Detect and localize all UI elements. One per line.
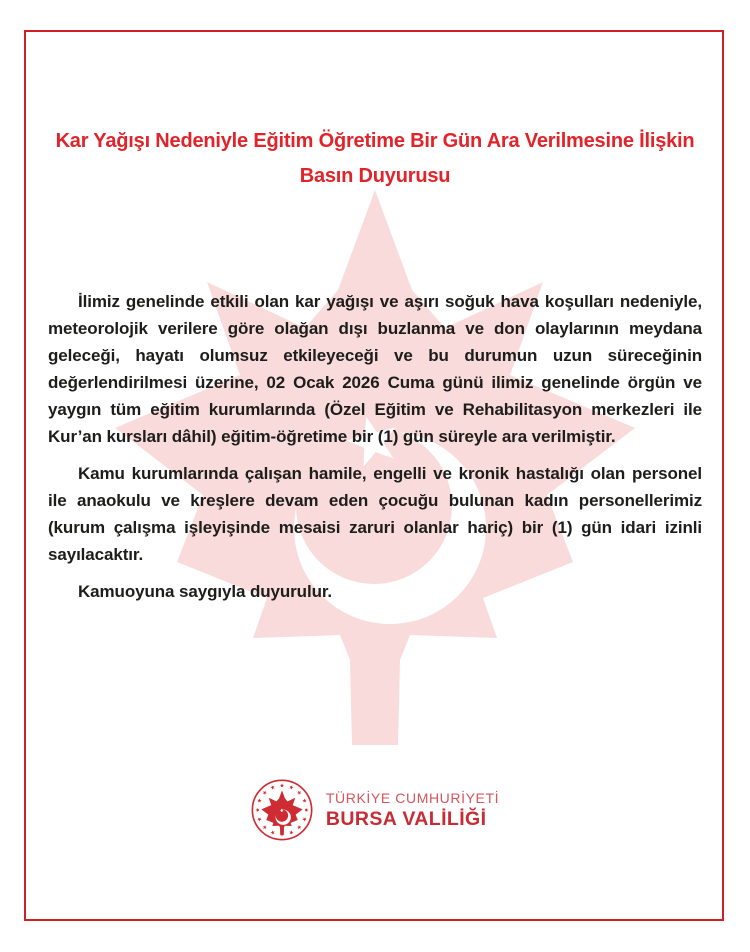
paragraph-2: Kamu kurumlarında çalışan hamile, engelli ve kronik hastalığı olan personel ile anaokulu ve kreşlere devam eden çocuğu bulunan kadın personellerimiz (kurum çalışma işleyişinde mesaisi zaruri olanlar hariç) bir (1) gün idari izinli sayılacaktır. xyxy=(48,464,702,564)
title-line-2: Basın Duyurusu xyxy=(299,165,451,187)
bursa-governorship-logo xyxy=(0,779,750,841)
announcement-title xyxy=(48,124,702,194)
governorship-emblem-icon xyxy=(251,779,313,841)
governorship-wordmark xyxy=(326,790,499,831)
announcement-body xyxy=(48,288,702,605)
paragraph-1: İlimiz genelinde etkili olan kar yağışı ve aşırı soğuk hava koşulları nedeniyle, meteorolojik verilere göre olağan dışı buzlanma ve don olaylarının meydana geleceği, hayatı olumsuz etkileyeceği ve bu durumun uzun süreceğinin değerlendirilmesi üzerine, 02 Ocak 2026 Cuma günü ilimiz genelinde örgün ve yaygın tüm eğitim kurumlarında (Özel Eğitim ve Rehabilitasyon merkezleri ile Kur’an kursları dâhil) eğitim-öğretime bir (1) gün süreyle ara verilmiştir. xyxy=(48,292,702,446)
closing-line: Kamuoyuna saygıyla duyurulur. xyxy=(78,582,333,601)
announcement-content xyxy=(48,0,702,615)
org-name-governorship: BURSA VALİLİĞİ xyxy=(325,807,487,830)
title-line-1: Kar Yağışı Nedeniyle Eğitim Öğretime Bir Gün Ara Verilmesine İlişkin xyxy=(55,130,695,152)
org-name-country: TÜRKİYE CUMHURİYETİ xyxy=(325,789,500,806)
